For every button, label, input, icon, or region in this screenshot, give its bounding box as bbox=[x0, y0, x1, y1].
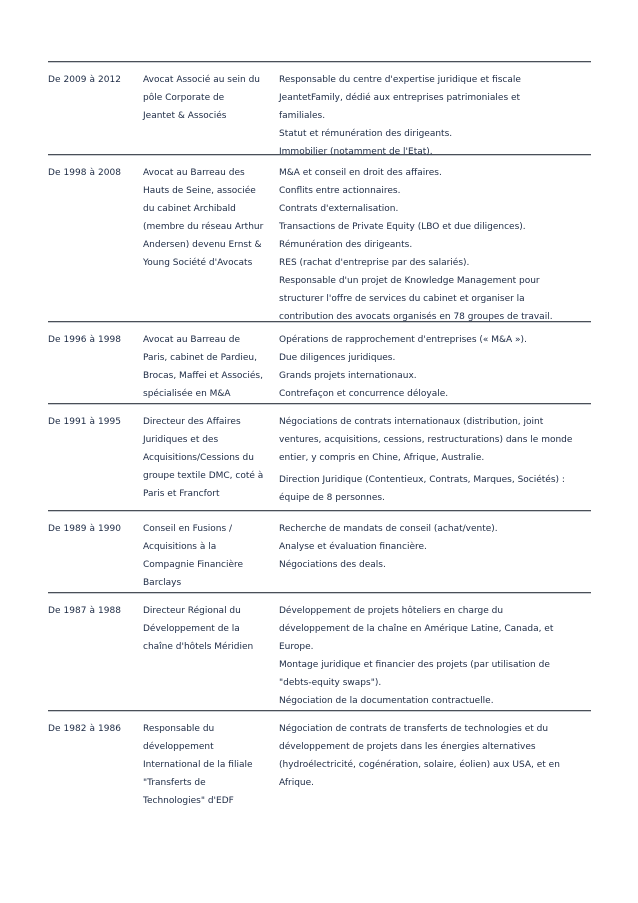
description-line: entier, y compris en Chine, Afrique, Australie. bbox=[279, 453, 485, 463]
description-line: Développement de projets hôteliers en charge du bbox=[279, 606, 504, 616]
description-line: structurer l'offre de services du cabinet et organiser la bbox=[279, 294, 525, 304]
position-line: Directeur Régional du bbox=[143, 606, 241, 616]
position-line: pôle Corporate de bbox=[143, 93, 225, 103]
position-line: développement bbox=[143, 742, 214, 752]
period-date: De 1987 à 1988 bbox=[48, 606, 122, 616]
position-title bbox=[143, 720, 279, 810]
position-line: Andersen) devenu Ernst & bbox=[143, 240, 262, 250]
position-line: Paris et Francfort bbox=[143, 489, 220, 499]
description-line: "debts-equity swaps"). bbox=[279, 678, 382, 688]
position-line: Juridiques et des bbox=[143, 435, 219, 445]
position-description bbox=[279, 720, 591, 810]
position-line: (membre du réseau Arthur bbox=[143, 222, 264, 232]
description-line: familiales. bbox=[279, 111, 326, 121]
description-line: développement de projets dans les énergies alternatives bbox=[279, 742, 536, 752]
description-line: Rémunération des dirigeants. bbox=[279, 240, 413, 250]
description-line: contribution des avocats organisés en 78 groupes de travail. bbox=[279, 312, 553, 322]
position-line: Avocat Associé au sein du bbox=[143, 75, 260, 85]
position-title bbox=[143, 71, 279, 154]
position-line: Avocat au Barreau des bbox=[143, 168, 245, 178]
position-line: Acquisitions à la bbox=[143, 542, 217, 552]
position-title bbox=[143, 413, 279, 510]
description-line: ventures, acquisitions, cessions, restructurations) dans le monde bbox=[279, 435, 573, 445]
description-line: Statut et rémunération des dirigeants. bbox=[279, 129, 453, 139]
position-line: Directeur des Affaires bbox=[143, 417, 241, 427]
description-line: Négociations des deals. bbox=[279, 560, 386, 570]
period-date: De 1991 à 1995 bbox=[48, 417, 122, 427]
career-row bbox=[48, 592, 591, 710]
description-line: Conflits entre actionnaires. bbox=[279, 186, 401, 196]
description-line: Analyse et évaluation financière. bbox=[279, 542, 427, 552]
position-line: Compagnie Financière bbox=[143, 560, 244, 570]
position-description bbox=[279, 602, 591, 710]
position-description bbox=[279, 413, 591, 510]
position-title bbox=[143, 331, 279, 403]
position-line: Barclays bbox=[143, 578, 182, 588]
period-date: De 1998 à 2008 bbox=[48, 168, 122, 178]
description-line: Due diligences juridiques. bbox=[279, 353, 396, 363]
career-row bbox=[48, 403, 591, 510]
position-line: Young Société d'Avocats bbox=[143, 258, 253, 268]
description-line: Contrefaçon et concurrence déloyale. bbox=[279, 389, 449, 399]
description-line: (hydroélectricité, cogénération, solaire, éolien) aux USA, et en bbox=[279, 760, 560, 770]
description-line: Négociations de contrats internationaux (distribution, joint bbox=[279, 417, 544, 427]
position-description bbox=[279, 164, 591, 321]
description-line: Responsable d'un projet de Knowledge Management pour bbox=[279, 276, 540, 286]
position-line: groupe textile DMC, coté à bbox=[143, 471, 264, 481]
period-date: De 1989 à 1990 bbox=[48, 524, 122, 534]
position-description bbox=[279, 331, 591, 403]
position-line: Technologies" d'EDF bbox=[143, 796, 234, 806]
description-line: RES (rachat d'entreprise par des salariés). bbox=[279, 258, 470, 268]
position-line: International de la filiale bbox=[143, 760, 253, 770]
description-line: Responsable du centre d'expertise juridique et fiscale bbox=[279, 75, 521, 85]
description-line: Europe. bbox=[279, 642, 314, 652]
description-line: M&A et conseil en droit des affaires. bbox=[279, 168, 442, 178]
description-line: développement de la chaîne en Amérique Latine, Canada, et bbox=[279, 624, 554, 634]
position-title bbox=[143, 164, 279, 321]
career-row bbox=[48, 154, 591, 321]
position-description bbox=[279, 71, 591, 157]
position-line: Hauts de Seine, associée bbox=[143, 186, 256, 196]
position-line: "Transferts de bbox=[143, 778, 206, 788]
position-line: chaîne d'hôtels Méridien bbox=[143, 642, 254, 652]
description-line: équipe de 8 personnes. bbox=[279, 493, 385, 503]
description-line: Contrats d'externalisation. bbox=[279, 204, 399, 214]
career-table bbox=[48, 61, 591, 810]
position-line: Paris, cabinet de Pardieu, bbox=[143, 353, 257, 363]
description-line: Immobilier (notamment de l'Etat). bbox=[279, 147, 433, 157]
description-line: Direction Juridique (Contentieux, Contrats, Marques, Sociétés) : bbox=[279, 475, 565, 485]
position-line: spécialisée en M&A bbox=[143, 389, 231, 399]
position-line: Conseil en Fusions / bbox=[143, 524, 233, 534]
position-line: Jeantet & Associés bbox=[143, 111, 227, 121]
position-line: Responsable du bbox=[143, 724, 215, 734]
position-description bbox=[279, 520, 591, 592]
career-row bbox=[48, 61, 591, 157]
position-line: Acquisitions/Cessions du bbox=[143, 453, 254, 463]
position-line: du cabinet Archibald bbox=[143, 204, 236, 214]
description-line: JeantetFamily, dédié aux entreprises patrimoniales et bbox=[279, 93, 521, 103]
position-line: Avocat au Barreau de bbox=[143, 335, 240, 345]
career-row bbox=[48, 510, 591, 592]
description-line: Recherche de mandats de conseil (achat/vente). bbox=[279, 524, 498, 534]
position-title bbox=[143, 520, 279, 592]
period-date: De 1982 à 1986 bbox=[48, 724, 122, 734]
description-line: Négociation de contrats de transferts de technologies et du bbox=[279, 724, 549, 734]
career-row bbox=[48, 321, 591, 403]
position-title bbox=[143, 602, 279, 710]
description-line: Négociation de la documentation contractuelle. bbox=[279, 696, 494, 706]
period-date: De 2009 à 2012 bbox=[48, 75, 122, 85]
career-row bbox=[48, 710, 591, 810]
position-line: Brocas, Maffei et Associés, bbox=[143, 371, 263, 381]
description-line: Opérations de rapprochement d'entreprises (« M&A »). bbox=[279, 335, 527, 345]
position-line: Développement de la bbox=[143, 624, 240, 634]
description-line: Transactions de Private Equity (LBO et due diligences). bbox=[279, 222, 526, 232]
description-line: Montage juridique et financier des projets (par utilisation de bbox=[279, 660, 550, 670]
description-line: Grands projets internationaux. bbox=[279, 371, 417, 381]
description-line: Afrique. bbox=[279, 778, 315, 788]
period-date: De 1996 à 1998 bbox=[48, 335, 122, 345]
